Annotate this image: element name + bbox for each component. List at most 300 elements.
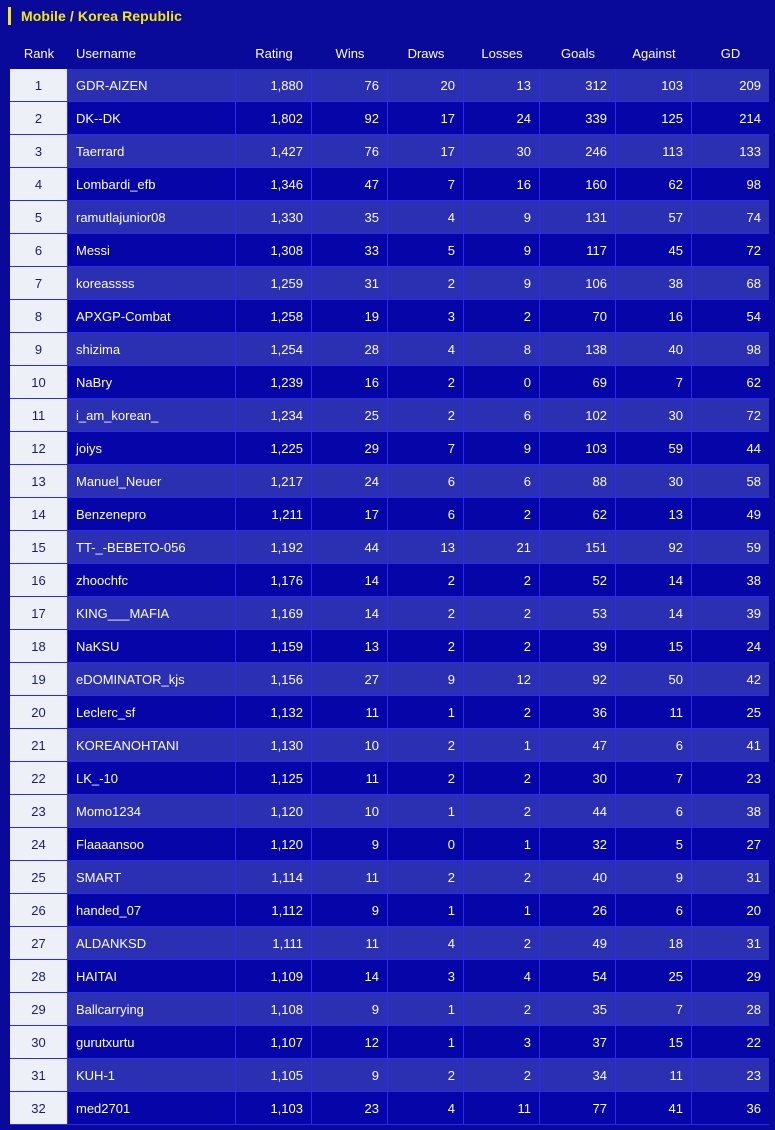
column-header-rank[interactable]: Rank <box>23 45 55 61</box>
wins-cell: 16 <box>312 366 388 399</box>
wins-cell: 27 <box>312 663 388 696</box>
table-row[interactable] <box>10 762 769 795</box>
against-cell: 5 <box>616 828 692 861</box>
losses-cell: 6 <box>464 465 540 498</box>
losses-cell: 2 <box>464 1059 540 1092</box>
gd-cell: 59 <box>692 531 769 564</box>
username-cell[interactable]: DK--DK <box>68 102 236 135</box>
username-cell[interactable]: med2701 <box>68 1092 236 1125</box>
losses-cell: 2 <box>464 300 540 333</box>
draws-cell: 4 <box>388 333 464 366</box>
rank-cell: 12 <box>10 432 68 465</box>
rating-cell: 1,103 <box>236 1092 312 1125</box>
username-cell[interactable]: HAITAI <box>68 960 236 993</box>
gd-cell: 98 <box>692 168 769 201</box>
against-cell: 16 <box>616 300 692 333</box>
draws-cell: 17 <box>388 135 464 168</box>
table-row[interactable] <box>10 498 769 531</box>
goals-cell: 53 <box>540 597 616 630</box>
losses-cell: 3 <box>464 1026 540 1059</box>
losses-cell: 4 <box>464 960 540 993</box>
table-row[interactable] <box>10 663 769 696</box>
goals-cell: 70 <box>540 300 616 333</box>
table-row[interactable] <box>10 465 769 498</box>
username-cell[interactable]: Leclerc_sf <box>68 696 236 729</box>
draws-cell: 9 <box>388 663 464 696</box>
draws-cell: 7 <box>388 168 464 201</box>
table-row[interactable] <box>10 1092 769 1125</box>
username-cell[interactable]: KING___MAFIA <box>68 597 236 630</box>
wins-cell: 14 <box>312 597 388 630</box>
username-cell[interactable]: zhoochfc <box>68 564 236 597</box>
goals-cell: 160 <box>540 168 616 201</box>
against-cell: 6 <box>616 729 692 762</box>
goals-cell: 37 <box>540 1026 616 1059</box>
draws-cell: 2 <box>388 399 464 432</box>
column-header-gd[interactable]: GD <box>720 45 741 61</box>
losses-cell: 30 <box>464 135 540 168</box>
against-cell: 41 <box>616 1092 692 1125</box>
rank-cell: 29 <box>10 993 68 1026</box>
rating-cell: 1,176 <box>236 564 312 597</box>
column-header-rating[interactable]: Rating <box>255 45 293 61</box>
rank-cell: 20 <box>10 696 68 729</box>
wins-cell: 14 <box>312 960 388 993</box>
against-cell: 9 <box>616 861 692 894</box>
goals-cell: 62 <box>540 498 616 531</box>
rating-cell: 1,125 <box>236 762 312 795</box>
wins-cell: 11 <box>312 696 388 729</box>
column-header-username[interactable]: Username <box>76 45 136 61</box>
username-cell[interactable]: Manuel_Neuer <box>68 465 236 498</box>
rank-cell: 9 <box>10 333 68 366</box>
wins-cell: 11 <box>312 762 388 795</box>
rank-cell: 2 <box>10 102 68 135</box>
rank-cell: 26 <box>10 894 68 927</box>
losses-cell: 24 <box>464 102 540 135</box>
wins-cell: 23 <box>312 1092 388 1125</box>
rank-cell: 27 <box>10 927 68 960</box>
against-cell: 125 <box>616 102 692 135</box>
draws-cell: 4 <box>388 201 464 234</box>
table-row[interactable] <box>10 894 769 927</box>
draws-cell: 2 <box>388 597 464 630</box>
draws-cell: 2 <box>388 366 464 399</box>
page-title-bar <box>8 6 182 26</box>
gd-cell: 133 <box>692 135 769 168</box>
rating-cell: 1,308 <box>236 234 312 267</box>
rating-cell: 1,159 <box>236 630 312 663</box>
draws-cell: 0 <box>388 828 464 861</box>
goals-cell: 131 <box>540 201 616 234</box>
goals-cell: 246 <box>540 135 616 168</box>
rating-cell: 1,156 <box>236 663 312 696</box>
ranking-table <box>10 37 769 1125</box>
goals-cell: 44 <box>540 795 616 828</box>
username-cell[interactable]: Momo1234 <box>68 795 236 828</box>
wins-cell: 10 <box>312 795 388 828</box>
rating-cell: 1,258 <box>236 300 312 333</box>
against-cell: 57 <box>616 201 692 234</box>
wins-cell: 9 <box>312 993 388 1026</box>
username-cell[interactable]: joiys <box>68 432 236 465</box>
draws-cell: 3 <box>388 960 464 993</box>
draws-cell: 17 <box>388 102 464 135</box>
losses-cell: 2 <box>464 597 540 630</box>
rank-cell: 10 <box>10 366 68 399</box>
losses-cell: 9 <box>464 267 540 300</box>
table-row[interactable] <box>10 201 769 234</box>
draws-cell: 13 <box>388 531 464 564</box>
wins-cell: 9 <box>312 1059 388 1092</box>
against-cell: 11 <box>616 696 692 729</box>
gd-cell: 42 <box>692 663 769 696</box>
against-cell: 6 <box>616 795 692 828</box>
rating-cell: 1,211 <box>236 498 312 531</box>
goals-cell: 138 <box>540 333 616 366</box>
table-row[interactable] <box>10 168 769 201</box>
goals-cell: 49 <box>540 927 616 960</box>
rating-cell: 1,259 <box>236 267 312 300</box>
wins-cell: 35 <box>312 201 388 234</box>
column-header-losses[interactable]: Losses <box>481 45 523 61</box>
rating-cell: 1,169 <box>236 597 312 630</box>
against-cell: 40 <box>616 333 692 366</box>
wins-cell: 24 <box>312 465 388 498</box>
losses-cell: 11 <box>464 1092 540 1125</box>
gd-cell: 24 <box>692 630 769 663</box>
username-cell[interactable]: Ballcarrying <box>68 993 236 1026</box>
draws-cell: 7 <box>388 432 464 465</box>
rank-cell: 6 <box>10 234 68 267</box>
gd-cell: 44 <box>692 432 769 465</box>
table-row[interactable] <box>10 960 769 993</box>
rating-cell: 1,427 <box>236 135 312 168</box>
username-cell[interactable]: LK_-10 <box>68 762 236 795</box>
table-row[interactable] <box>10 333 769 366</box>
rank-cell: 1 <box>10 69 68 102</box>
losses-cell: 9 <box>464 432 540 465</box>
table-row[interactable] <box>10 696 769 729</box>
losses-cell: 2 <box>464 762 540 795</box>
losses-cell: 6 <box>464 399 540 432</box>
gd-cell: 25 <box>692 696 769 729</box>
draws-cell: 2 <box>388 267 464 300</box>
against-cell: 38 <box>616 267 692 300</box>
rating-cell: 1,217 <box>236 465 312 498</box>
table-row[interactable] <box>10 531 769 564</box>
rating-cell: 1,225 <box>236 432 312 465</box>
rating-cell: 1,108 <box>236 993 312 1026</box>
table-row[interactable] <box>10 366 769 399</box>
gd-cell: 72 <box>692 234 769 267</box>
rank-cell: 11 <box>10 399 68 432</box>
rating-cell: 1,120 <box>236 828 312 861</box>
wins-cell: 33 <box>312 234 388 267</box>
table-row[interactable] <box>10 102 769 135</box>
gd-cell: 54 <box>692 300 769 333</box>
gd-cell: 38 <box>692 795 769 828</box>
gd-cell: 49 <box>692 498 769 531</box>
gd-cell: 58 <box>692 465 769 498</box>
losses-cell: 1 <box>464 729 540 762</box>
table-row[interactable] <box>10 630 769 663</box>
draws-cell: 20 <box>388 69 464 102</box>
losses-cell: 13 <box>464 69 540 102</box>
draws-cell: 6 <box>388 498 464 531</box>
username-cell[interactable]: ALDANKSD <box>68 927 236 960</box>
username-cell[interactable]: koreassss <box>68 267 236 300</box>
rating-cell: 1,239 <box>236 366 312 399</box>
gd-cell: 74 <box>692 201 769 234</box>
losses-cell: 2 <box>464 630 540 663</box>
rank-cell: 28 <box>10 960 68 993</box>
goals-cell: 39 <box>540 630 616 663</box>
goals-cell: 47 <box>540 729 616 762</box>
against-cell: 15 <box>616 630 692 663</box>
draws-cell: 1 <box>388 894 464 927</box>
goals-cell: 92 <box>540 663 616 696</box>
draws-cell: 3 <box>388 300 464 333</box>
rating-cell: 1,880 <box>236 69 312 102</box>
table-row[interactable] <box>10 300 769 333</box>
losses-cell: 1 <box>464 828 540 861</box>
gd-cell: 20 <box>692 894 769 927</box>
draws-cell: 2 <box>388 861 464 894</box>
table-row[interactable] <box>10 564 769 597</box>
against-cell: 13 <box>616 498 692 531</box>
table-row[interactable] <box>10 927 769 960</box>
wins-cell: 76 <box>312 69 388 102</box>
against-cell: 50 <box>616 663 692 696</box>
wins-cell: 92 <box>312 102 388 135</box>
gd-cell: 209 <box>692 69 769 102</box>
rank-cell: 7 <box>10 267 68 300</box>
username-cell[interactable]: Messi <box>68 234 236 267</box>
wins-cell: 17 <box>312 498 388 531</box>
against-cell: 6 <box>616 894 692 927</box>
goals-cell: 52 <box>540 564 616 597</box>
rank-cell: 3 <box>10 135 68 168</box>
draws-cell: 5 <box>388 234 464 267</box>
rank-cell: 22 <box>10 762 68 795</box>
rank-cell: 4 <box>10 168 68 201</box>
username-cell[interactable]: GDR-AIZEN <box>68 69 236 102</box>
wins-cell: 13 <box>312 630 388 663</box>
against-cell: 92 <box>616 531 692 564</box>
column-header-goals[interactable]: Goals <box>561 45 595 61</box>
rank-cell: 5 <box>10 201 68 234</box>
against-cell: 30 <box>616 399 692 432</box>
table-row[interactable] <box>10 1026 769 1059</box>
draws-cell: 1 <box>388 696 464 729</box>
table-row[interactable] <box>10 597 769 630</box>
gd-cell: 68 <box>692 267 769 300</box>
table-row[interactable] <box>10 828 769 861</box>
against-cell: 7 <box>616 762 692 795</box>
username-cell[interactable]: KOREANOHTANI <box>68 729 236 762</box>
goals-cell: 35 <box>540 993 616 1026</box>
wins-cell: 47 <box>312 168 388 201</box>
rating-cell: 1,192 <box>236 531 312 564</box>
rank-cell: 13 <box>10 465 68 498</box>
rank-cell: 14 <box>10 498 68 531</box>
rank-cell: 16 <box>10 564 68 597</box>
gd-cell: 98 <box>692 333 769 366</box>
rating-cell: 1,120 <box>236 795 312 828</box>
rating-cell: 1,112 <box>236 894 312 927</box>
page-title: Mobile / Korea Republic <box>21 8 182 24</box>
goals-cell: 151 <box>540 531 616 564</box>
against-cell: 45 <box>616 234 692 267</box>
against-cell: 30 <box>616 465 692 498</box>
gd-cell: 22 <box>692 1026 769 1059</box>
ranking-table-body <box>10 69 769 1125</box>
gd-cell: 23 <box>692 1059 769 1092</box>
rank-cell: 25 <box>10 861 68 894</box>
table-row[interactable] <box>10 234 769 267</box>
draws-cell: 4 <box>388 1092 464 1125</box>
username-cell[interactable]: Benzenepro <box>68 498 236 531</box>
against-cell: 59 <box>616 432 692 465</box>
username-cell[interactable]: i_am_korean_ <box>68 399 236 432</box>
gd-cell: 31 <box>692 927 769 960</box>
losses-cell: 2 <box>464 993 540 1026</box>
losses-cell: 12 <box>464 663 540 696</box>
rank-cell: 15 <box>10 531 68 564</box>
rating-cell: 1,330 <box>236 201 312 234</box>
table-header-row <box>10 37 769 69</box>
rating-cell: 1,130 <box>236 729 312 762</box>
wins-cell: 29 <box>312 432 388 465</box>
against-cell: 103 <box>616 69 692 102</box>
username-cell[interactable]: shizima <box>68 333 236 366</box>
draws-cell: 2 <box>388 1059 464 1092</box>
losses-cell: 2 <box>464 795 540 828</box>
column-header-against[interactable]: Against <box>632 45 676 61</box>
draws-cell: 2 <box>388 729 464 762</box>
table-row[interactable] <box>10 267 769 300</box>
rating-cell: 1,109 <box>236 960 312 993</box>
gd-cell: 38 <box>692 564 769 597</box>
username-cell[interactable]: SMART <box>68 861 236 894</box>
rank-cell: 17 <box>10 597 68 630</box>
table-row[interactable] <box>10 795 769 828</box>
draws-cell: 2 <box>388 762 464 795</box>
username-cell[interactable]: gurutxurtu <box>68 1026 236 1059</box>
table-row[interactable] <box>10 1059 769 1092</box>
losses-cell: 9 <box>464 234 540 267</box>
goals-cell: 40 <box>540 861 616 894</box>
gd-cell: 27 <box>692 828 769 861</box>
wins-cell: 11 <box>312 927 388 960</box>
table-row[interactable] <box>10 135 769 168</box>
against-cell: 14 <box>616 597 692 630</box>
against-cell: 62 <box>616 168 692 201</box>
goals-cell: 54 <box>540 960 616 993</box>
rank-cell: 31 <box>10 1059 68 1092</box>
table-row[interactable] <box>10 432 769 465</box>
against-cell: 15 <box>616 1026 692 1059</box>
username-cell[interactable]: TT-_-BEBETO-056 <box>68 531 236 564</box>
goals-cell: 34 <box>540 1059 616 1092</box>
username-cell[interactable]: APXGP-Combat <box>68 300 236 333</box>
goals-cell: 106 <box>540 267 616 300</box>
gd-cell: 72 <box>692 399 769 432</box>
goals-cell: 36 <box>540 696 616 729</box>
against-cell: 11 <box>616 1059 692 1092</box>
goals-cell: 69 <box>540 366 616 399</box>
username-cell[interactable]: handed_07 <box>68 894 236 927</box>
draws-cell: 6 <box>388 465 464 498</box>
rating-cell: 1,105 <box>236 1059 312 1092</box>
rating-cell: 1,114 <box>236 861 312 894</box>
rank-cell: 30 <box>10 1026 68 1059</box>
losses-cell: 0 <box>464 366 540 399</box>
goals-cell: 102 <box>540 399 616 432</box>
rank-cell: 19 <box>10 663 68 696</box>
username-cell[interactable]: NaBry <box>68 366 236 399</box>
wins-cell: 14 <box>312 564 388 597</box>
rank-cell: 24 <box>10 828 68 861</box>
column-header-draws[interactable]: Draws <box>407 45 445 61</box>
username-cell[interactable]: KUH-1 <box>68 1059 236 1092</box>
draws-cell: 4 <box>388 927 464 960</box>
rating-cell: 1,111 <box>236 927 312 960</box>
losses-cell: 1 <box>464 894 540 927</box>
rating-cell: 1,132 <box>236 696 312 729</box>
table-row[interactable] <box>10 729 769 762</box>
wins-cell: 9 <box>312 828 388 861</box>
username-cell[interactable]: ramutlajunior08 <box>68 201 236 234</box>
rank-cell: 18 <box>10 630 68 663</box>
draws-cell: 2 <box>388 564 464 597</box>
against-cell: 25 <box>616 960 692 993</box>
gd-cell: 214 <box>692 102 769 135</box>
username-cell[interactable]: Taerrard <box>68 135 236 168</box>
table-row[interactable] <box>10 993 769 1026</box>
against-cell: 18 <box>616 927 692 960</box>
username-cell[interactable]: Lombardi_efb <box>68 168 236 201</box>
table-row[interactable] <box>10 69 769 102</box>
wins-cell: 44 <box>312 531 388 564</box>
gd-cell: 29 <box>692 960 769 993</box>
gd-cell: 28 <box>692 993 769 1026</box>
wins-cell: 11 <box>312 861 388 894</box>
wins-cell: 19 <box>312 300 388 333</box>
losses-cell: 16 <box>464 168 540 201</box>
username-cell[interactable]: eDOMINATOR_kjs <box>68 663 236 696</box>
goals-cell: 30 <box>540 762 616 795</box>
wins-cell: 28 <box>312 333 388 366</box>
rank-cell: 23 <box>10 795 68 828</box>
against-cell: 7 <box>616 366 692 399</box>
username-cell[interactable]: NaKSU <box>68 630 236 663</box>
losses-cell: 2 <box>464 861 540 894</box>
username-cell[interactable]: Flaaaansoo <box>68 828 236 861</box>
gd-cell: 31 <box>692 861 769 894</box>
gd-cell: 23 <box>692 762 769 795</box>
against-cell: 14 <box>616 564 692 597</box>
table-row[interactable] <box>10 861 769 894</box>
gd-cell: 36 <box>692 1092 769 1125</box>
draws-cell: 1 <box>388 1026 464 1059</box>
losses-cell: 2 <box>464 498 540 531</box>
goals-cell: 88 <box>540 465 616 498</box>
table-row[interactable] <box>10 399 769 432</box>
column-header-wins[interactable]: Wins <box>335 45 365 61</box>
rating-cell: 1,234 <box>236 399 312 432</box>
